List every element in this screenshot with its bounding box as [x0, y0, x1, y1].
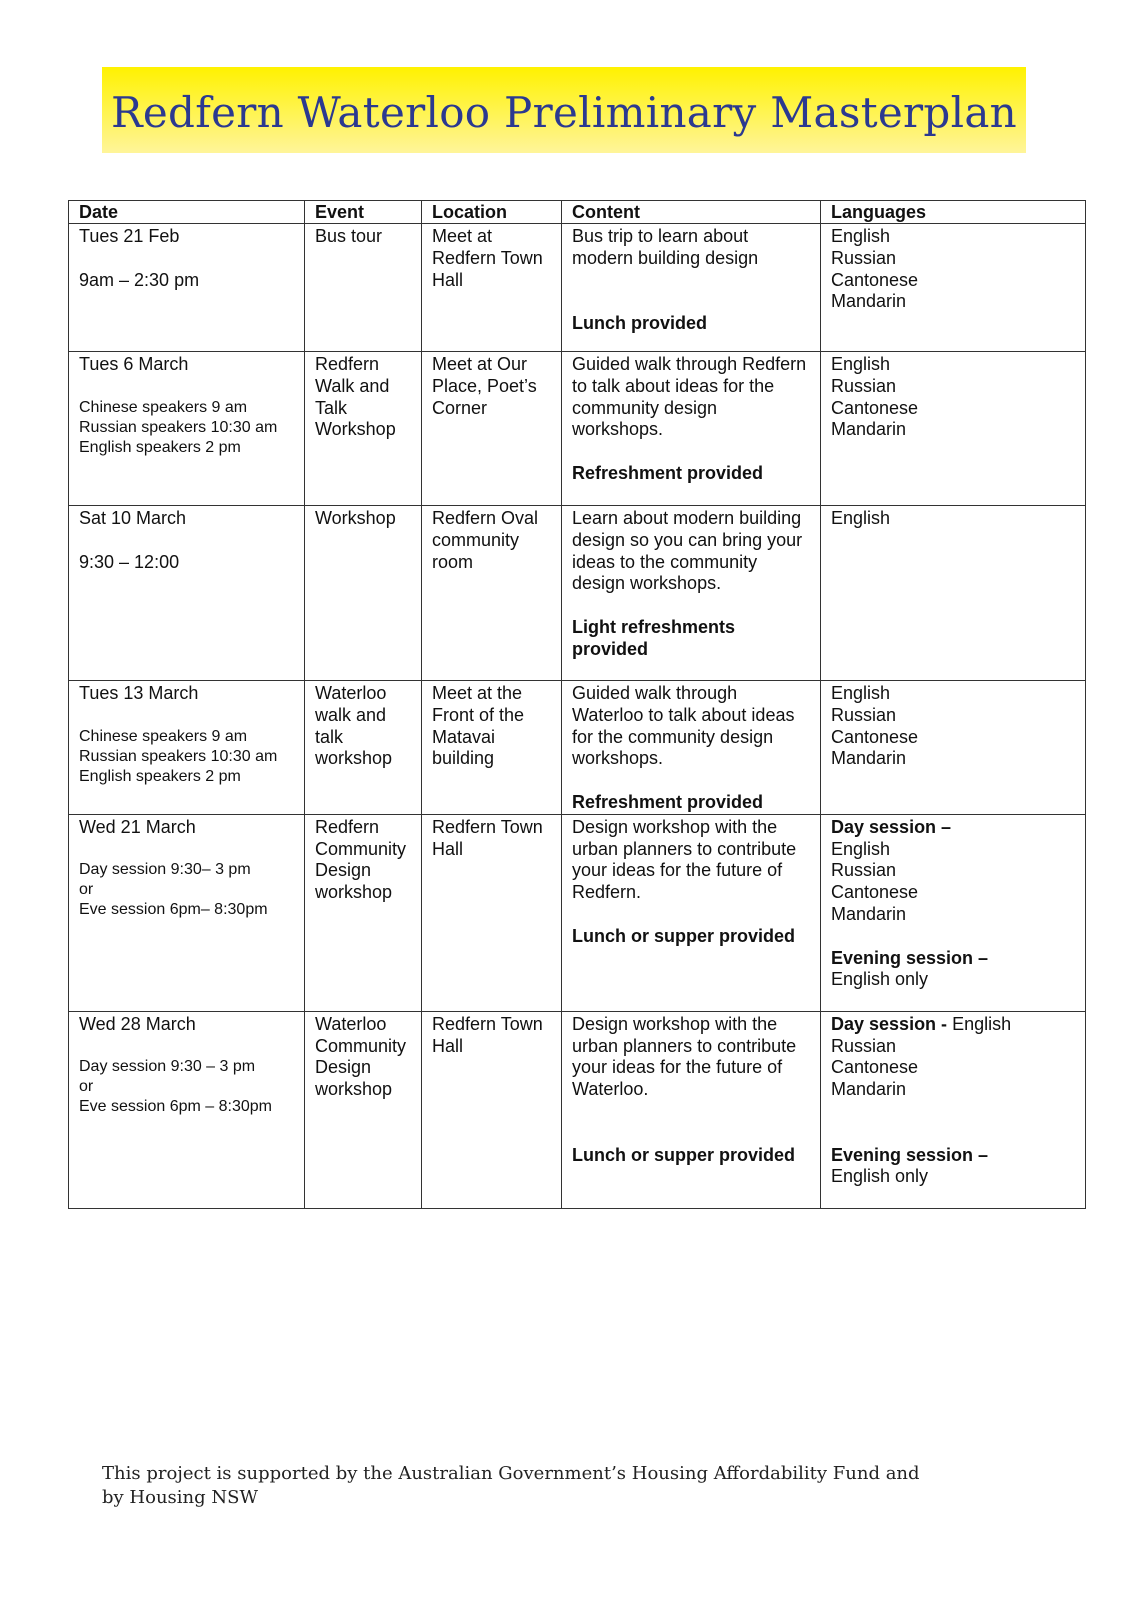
content-cell — [562, 681, 821, 815]
location-cell — [422, 352, 562, 506]
location-cell — [422, 1011, 562, 1208]
content-note: Lunch or supper provided — [572, 925, 796, 946]
date-cell — [69, 1011, 305, 1208]
event-location: Redfern Town Hall — [432, 1013, 543, 1056]
column-header-content: Content — [562, 201, 821, 224]
languages-cell — [821, 1011, 1086, 1208]
language-item: Mandarin — [831, 1079, 907, 1100]
event-content: Design workshop with the urban planners to contribute your ideas for the future of Redfern. — [572, 816, 797, 903]
event-time: Day session 9:30– 3 pm — [79, 861, 251, 879]
language-item: Cantonese — [831, 726, 919, 747]
event-date: Tues 21 Feb — [79, 226, 180, 246]
event-time: English speakers 2 pm — [79, 767, 241, 785]
day-session-label: Day session - — [831, 1013, 948, 1034]
event-time: Chinese speakers 9 am — [79, 727, 248, 745]
language-item: Cantonese — [831, 397, 919, 418]
table-row — [69, 506, 1086, 681]
event-cell — [305, 506, 422, 681]
location-cell — [422, 681, 562, 815]
event-content: Bus trip to learn about modern building design — [572, 226, 759, 268]
content-cell — [562, 506, 821, 681]
event-location: Redfern Oval community room — [432, 508, 539, 572]
languages-cell — [821, 506, 1086, 681]
event-time: Eve session 6pm– 8:30pm — [79, 901, 268, 919]
content-note: Refreshment provided — [572, 791, 764, 812]
language-item: English — [831, 508, 891, 528]
date-cell — [69, 506, 305, 681]
event-time: English speakers 2 pm — [79, 438, 241, 456]
content-cell — [562, 814, 821, 1011]
evening-languages: English only — [831, 969, 929, 990]
table-header-row — [69, 201, 1086, 224]
event-content: Learn about modern building design so you can bring your ideas to the community design workshops. — [572, 508, 803, 594]
event-date: Tues 13 March — [79, 683, 199, 703]
event-content: Guided walk through Waterloo to talk about ideas for the community design workshops. — [572, 683, 795, 769]
day-session-label: Day session – — [831, 816, 952, 837]
column-header-location: Location — [422, 201, 562, 224]
languages-cell — [821, 681, 1086, 815]
languages-cell — [821, 224, 1086, 352]
event-location: Meet at Our Place, Poet’s Corner — [432, 354, 537, 418]
event-cell — [305, 814, 422, 1011]
event-time: 9:30 – 12:00 — [79, 551, 180, 572]
event-name: Redfern Community Design workshop — [315, 816, 407, 903]
event-date: Wed 21 March — [79, 816, 196, 837]
language-item: Mandarin — [831, 903, 907, 924]
event-name: Waterloo walk and talk workshop — [315, 683, 393, 769]
language-item: Mandarin — [831, 291, 907, 312]
page-title: Redfern Waterloo Preliminary Masterplan — [110, 87, 1018, 137]
evening-languages: English only — [831, 1166, 929, 1187]
location-cell — [422, 224, 562, 352]
content-cell — [562, 224, 821, 352]
table-row — [69, 681, 1086, 815]
event-cell — [305, 1011, 422, 1208]
language-item: Russian — [831, 375, 897, 396]
schedule-table — [68, 200, 1086, 1209]
language-item: English — [952, 1013, 1012, 1034]
date-cell — [69, 352, 305, 506]
event-date: Wed 28 March — [79, 1013, 196, 1034]
event-cell — [305, 352, 422, 506]
language-item: English — [831, 226, 891, 246]
event-name: Waterloo Community Design workshop — [315, 1013, 407, 1100]
event-time: or — [79, 881, 94, 899]
event-name: Workshop — [315, 508, 396, 528]
evening-session-label: Evening session – — [831, 1144, 989, 1165]
table-row — [69, 352, 1086, 506]
content-note: Light refreshments provided — [572, 616, 736, 659]
content-note: Lunch or supper provided — [572, 1144, 796, 1165]
event-location: Redfern Town Hall — [432, 816, 543, 859]
date-cell — [69, 814, 305, 1011]
event-date: Sat 10 March — [79, 508, 187, 528]
date-cell — [69, 681, 305, 815]
column-header-event: Event — [305, 201, 422, 224]
event-name: Redfern Walk and Talk Workshop — [315, 354, 396, 440]
language-item: English — [831, 683, 891, 703]
language-item: Cantonese — [831, 1057, 919, 1078]
column-header-date: Date — [69, 201, 305, 224]
language-item: English — [831, 838, 891, 859]
event-content: Guided walk through Redfern to talk about ideas for the community design workshops. — [572, 354, 807, 440]
evening-session-label: Evening session – — [831, 947, 989, 968]
language-item: Russian — [831, 247, 897, 268]
table-row — [69, 224, 1086, 352]
content-cell — [562, 352, 821, 506]
event-time: Russian speakers 10:30 am — [79, 747, 278, 765]
languages-cell — [821, 814, 1086, 1011]
event-time: Eve session 6pm – 8:30pm — [79, 1098, 272, 1116]
event-time: 9am – 2:30 pm — [79, 269, 200, 290]
language-item: Mandarin — [831, 419, 907, 440]
language-item: Russian — [831, 1035, 897, 1056]
content-cell — [562, 1011, 821, 1208]
location-cell — [422, 506, 562, 681]
event-location: Meet at the Front of the Matavai building — [432, 683, 525, 769]
language-item: Cantonese — [831, 882, 919, 903]
event-date: Tues 6 March — [79, 354, 189, 374]
table-row — [69, 1011, 1086, 1208]
column-header-languages: Languages — [821, 201, 1086, 224]
event-content: Design workshop with the urban planners to contribute your ideas for the future of Waterloo. — [572, 1013, 797, 1100]
event-time: Chinese speakers 9 am — [79, 398, 248, 416]
title-banner — [102, 67, 1026, 153]
content-note: Lunch provided — [572, 313, 707, 334]
event-cell — [305, 224, 422, 352]
languages-cell — [821, 352, 1086, 506]
language-item: Russian — [831, 860, 897, 881]
location-cell — [422, 814, 562, 1011]
content-note: Refreshment provided — [572, 462, 764, 483]
event-time: Day session 9:30 – 3 pm — [79, 1058, 256, 1076]
event-cell — [305, 681, 422, 815]
day-session-line — [831, 1014, 1077, 1036]
language-item: Russian — [831, 704, 897, 725]
language-item: Cantonese — [831, 269, 919, 290]
language-item: Mandarin — [831, 748, 907, 769]
event-name: Bus tour — [315, 226, 383, 246]
footer-note: This project is supported by the Australian Government’s Housing Affordability Fund and by Housing NSW — [102, 1463, 920, 1508]
language-item: English — [831, 354, 891, 374]
date-cell — [69, 224, 305, 352]
table-row — [69, 814, 1086, 1011]
event-location: Meet at Redfern Town Hall — [432, 226, 543, 290]
event-time: Russian speakers 10:30 am — [79, 418, 278, 436]
event-time: or — [79, 1078, 94, 1096]
